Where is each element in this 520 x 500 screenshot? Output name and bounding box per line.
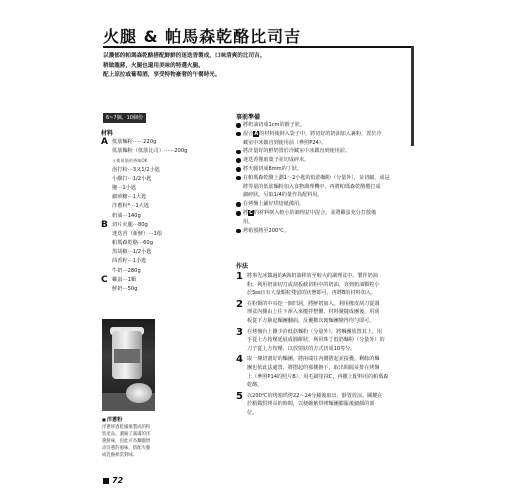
prep-line — [243, 139, 414, 148]
ingredient-row — [101, 221, 221, 230]
prep-text: 將 — [243, 209, 249, 216]
ingredient-group-ref: A — [254, 130, 259, 137]
bullet-icon — [236, 167, 241, 172]
prep-text: 的材料後倒入袋子中，將切好的奶油加入裹粉，置於冷 — [259, 130, 382, 137]
ingredient-text: 洋蔥粉*⋯1大匙 — [112, 203, 150, 210]
ingredient-row — [101, 138, 221, 147]
jar-label — [114, 349, 140, 363]
ingredient-row — [101, 184, 221, 193]
ingredient-row — [101, 175, 221, 184]
prep-line — [243, 121, 414, 130]
intro-line: 稍做龍蔣，火腿也還用美味的特選火腿。 — [103, 62, 204, 69]
prep-line — [243, 174, 414, 183]
step-text-line: 刀子從上方按壓，以放射狀的方式切成10等分。 — [247, 345, 356, 352]
step-text-line: 在粉類的中央挖一個凹洞，將鮮奶加入。利用橡皮刮刀從調 — [247, 300, 380, 307]
ingredient-row — [101, 212, 221, 221]
prep-text: 藏室中冰鎮直到使用前（參照P24）。 — [243, 139, 327, 146]
ingredient-text: ＊使低筋的香味OK — [112, 158, 148, 164]
ingredient-text: 帕瑪森乾酪⋯60g — [112, 240, 154, 247]
prep-line — [243, 191, 414, 200]
ingredient-group-ref: C — [249, 209, 253, 216]
prep-text: 的材料倒入較小的調理盆中混合，並將雞蛋充分打散備 — [253, 209, 377, 216]
prep-text: 混合 — [243, 130, 254, 137]
prep-line — [243, 227, 414, 236]
intro-line: 以濃郁的帕瑪森乾酪搭配鮮鮮的迷迭香製成，口味清爽的比司吉。 — [103, 53, 266, 59]
ingredient-group-letter: A — [101, 137, 108, 147]
method-step — [236, 300, 416, 326]
step-text-line: 團也依此法處置，將摺起的那側朝下，取出間隔並排在烤盤 — [247, 364, 380, 371]
prep-line — [243, 147, 414, 156]
caption-line: 狀產品。濃縮了滿滿的洋 — [102, 432, 151, 437]
ingredient-text: 低筋麵粉（低筋比司）⋯⋯200g — [112, 148, 188, 155]
ingredient-group-letter: C — [101, 274, 108, 285]
step-text-line: 板從下方鏟起麵團翻面，反覆數次後麵團變得均勻即可。 — [247, 317, 375, 324]
step-text-line: 於5㎜且有大量顆粒殘留的狀態即可，再將B的材料加入。 — [247, 290, 376, 297]
ingredient-text: 鹽⋯1小匙 — [112, 184, 137, 191]
prep-text: 迷迭香僅取葉子並切成碎末。 — [243, 157, 310, 164]
ingredient-text: 低筋麵粉⋯⋯220g — [112, 139, 157, 145]
ingredient-row — [101, 267, 221, 276]
ingredient-row — [101, 166, 221, 175]
ingredient-row — [101, 156, 221, 165]
ingredient-text: 小蘇打⋯1/2小匙 — [112, 175, 152, 182]
caption-title: ■ 洋蔥粉 — [102, 416, 157, 424]
prep-item — [236, 227, 414, 236]
bullet-icon — [236, 150, 241, 155]
ingredients-heading: 材料 — [101, 130, 114, 137]
prep-line — [243, 200, 414, 209]
recipe-title: 火腿 & 帕馬森乾酪比司吉 — [103, 27, 302, 46]
bullet-icon — [236, 132, 241, 137]
method-step — [236, 355, 416, 389]
prep-item — [236, 200, 414, 209]
page-number: 72 — [103, 476, 123, 485]
prep-text: 用。 — [243, 218, 254, 225]
step-text-line: 取一塊切割好的麵團，將兩端往內側摺起並接疊。剩餘的麵 — [247, 356, 380, 363]
step-text-line: 在烤盤台上撒少許低筋麵粉（分量外），將麵團放置其上。用 — [247, 328, 382, 335]
ingredient-text: 切片火腿⋯80g — [112, 221, 148, 228]
step-text-line: 粉。利用奶油切刀或刮板截切粉中的奶油，直到奶油顆粒小 — [247, 281, 380, 288]
prep-line — [243, 130, 414, 139]
step-text-line: 手從上方按壓延展成圓餅狀，利用珠丁低筋麵粉（分量外）的 — [247, 337, 385, 344]
method-steps — [236, 272, 416, 420]
prep-text: 將計量好的鮮奶置於冷藏室中冰鎮直到使用前。 — [243, 148, 350, 155]
step-number: 1 — [236, 271, 243, 282]
step-text-line: 以200℃的烤箱烘烤22～24分鐘後取出，靜置放涼。關鍵在 — [247, 392, 383, 399]
ingredient-row — [101, 147, 221, 156]
prep-item — [236, 130, 414, 148]
recipe-intro — [103, 52, 403, 81]
method-step — [236, 392, 416, 418]
title-divider — [103, 46, 411, 48]
bullet-icon — [236, 229, 241, 234]
method-heading: 作法 — [236, 263, 249, 270]
bullet-icon — [236, 123, 241, 128]
page-edge-tab — [411, 46, 414, 146]
ingredient-group-letter: B — [101, 219, 108, 230]
prep-text: 在烤盤上鋪好烘焙紙備用。 — [243, 201, 305, 208]
ingredient-row — [101, 230, 221, 239]
yield-badge: 6~7個、10個份 — [103, 113, 146, 123]
prep-heading: 事前準備 — [236, 114, 261, 121]
prep-list — [236, 121, 414, 235]
ingredient-row — [101, 276, 221, 285]
prep-item — [236, 165, 414, 174]
bullet-icon — [236, 202, 241, 207]
caption-line: 蔥鮮味，因此可為麵團增 — [102, 439, 151, 444]
prep-line — [243, 165, 414, 174]
ingredient-text: 黑胡椒⋯1/2小匙 — [112, 249, 152, 256]
step-number: 3 — [236, 326, 243, 338]
ingredient-text: 雞蛋⋯1顆 — [112, 276, 137, 283]
step-text-line: 於稍做烘烤長的時間，以便縮紫烘烤麵團膨脹後細顏的部 — [247, 401, 375, 408]
prep-line — [243, 183, 414, 192]
ingredient-text: 泡打粉⋯3又1/2小匙 — [112, 166, 160, 173]
step-number: 2 — [236, 298, 243, 310]
method-step — [236, 272, 416, 298]
step-number: 5 — [236, 390, 243, 402]
bullet-icon — [236, 158, 241, 163]
prep-line — [243, 156, 414, 165]
prep-text: 在帕瑪森乾酪上劃1～2小匙的低筋麵粉（分量外），並切細，成是 — [243, 174, 390, 181]
caption-line: 洋蔥經過乾燥後製成的粉 — [102, 425, 151, 430]
step-text-line: 上（參照P14的照片B），用毛刷塗抹C，再撒上配料用的帕瑪森 — [247, 373, 389, 380]
prep-text: 將等量的低筋麵粉加入食物調理機中，再將帕瑪森乾酪攪打成 — [243, 183, 381, 190]
prep-text: 細碎狀。另取1/4的量作為配料用。 — [243, 192, 323, 199]
prep-text: 烤箱預熱至200℃。 — [243, 227, 290, 234]
ingredient-text: 迷迭香（新鮮）⋯1根 — [112, 230, 162, 237]
ingredient-text: 細砂糖⋯1大匙 — [112, 194, 147, 201]
prep-line — [243, 218, 414, 227]
ingredient-text: 茴香籽⋯1小匙 — [112, 258, 147, 265]
prep-text: 將奶油切成1cm的骰子狀。 — [243, 122, 305, 128]
ingredient-text: 牛奶⋯280g — [112, 267, 141, 274]
caption-line: 或乳酪相當對味。 — [102, 453, 138, 458]
bullet-icon — [236, 176, 241, 181]
ingredient-text: 鮮奶⋯50g — [112, 286, 138, 292]
ingredient-text: 奶油⋯140g — [112, 212, 141, 219]
photo-caption — [102, 416, 157, 459]
step-number: 4 — [236, 354, 243, 366]
prep-item — [236, 147, 414, 156]
prep-item — [236, 156, 414, 165]
step-text-line: 位。 — [247, 409, 258, 416]
prep-item — [236, 174, 414, 200]
ingredient-row — [101, 285, 221, 294]
ingredient-row — [101, 257, 221, 266]
ingredients-list — [101, 138, 221, 294]
bullet-icon — [236, 211, 241, 216]
ingredient-row — [101, 193, 221, 202]
step-text-line: 將事先冰鎮過的A與奶油移放至較大的調理盆中。製作奶油 — [247, 273, 378, 279]
ingredient-row — [101, 248, 221, 257]
powder-dish — [126, 383, 152, 403]
ingredient-row — [101, 202, 221, 211]
prep-item — [236, 209, 414, 227]
prep-item — [236, 121, 414, 130]
step-text-line: 理盆內側由上往下渾入來攪拌整體。材料聚攏成團後，用刮 — [247, 309, 380, 316]
intro-line: 配上涼拉或葡萄酒，享受特物豪奢的午餐時光。 — [103, 72, 221, 79]
ingredient-row — [101, 239, 221, 248]
step-text-line: 乾酪。 — [247, 382, 263, 389]
prep-line — [243, 209, 414, 218]
prep-text: 將火腿切成8mm的丁狀。 — [243, 165, 303, 172]
method-step — [236, 328, 416, 354]
caption-line: 添洋蔥的風味，搭配火腿 — [102, 446, 151, 451]
onion-powder-photo — [102, 319, 155, 411]
